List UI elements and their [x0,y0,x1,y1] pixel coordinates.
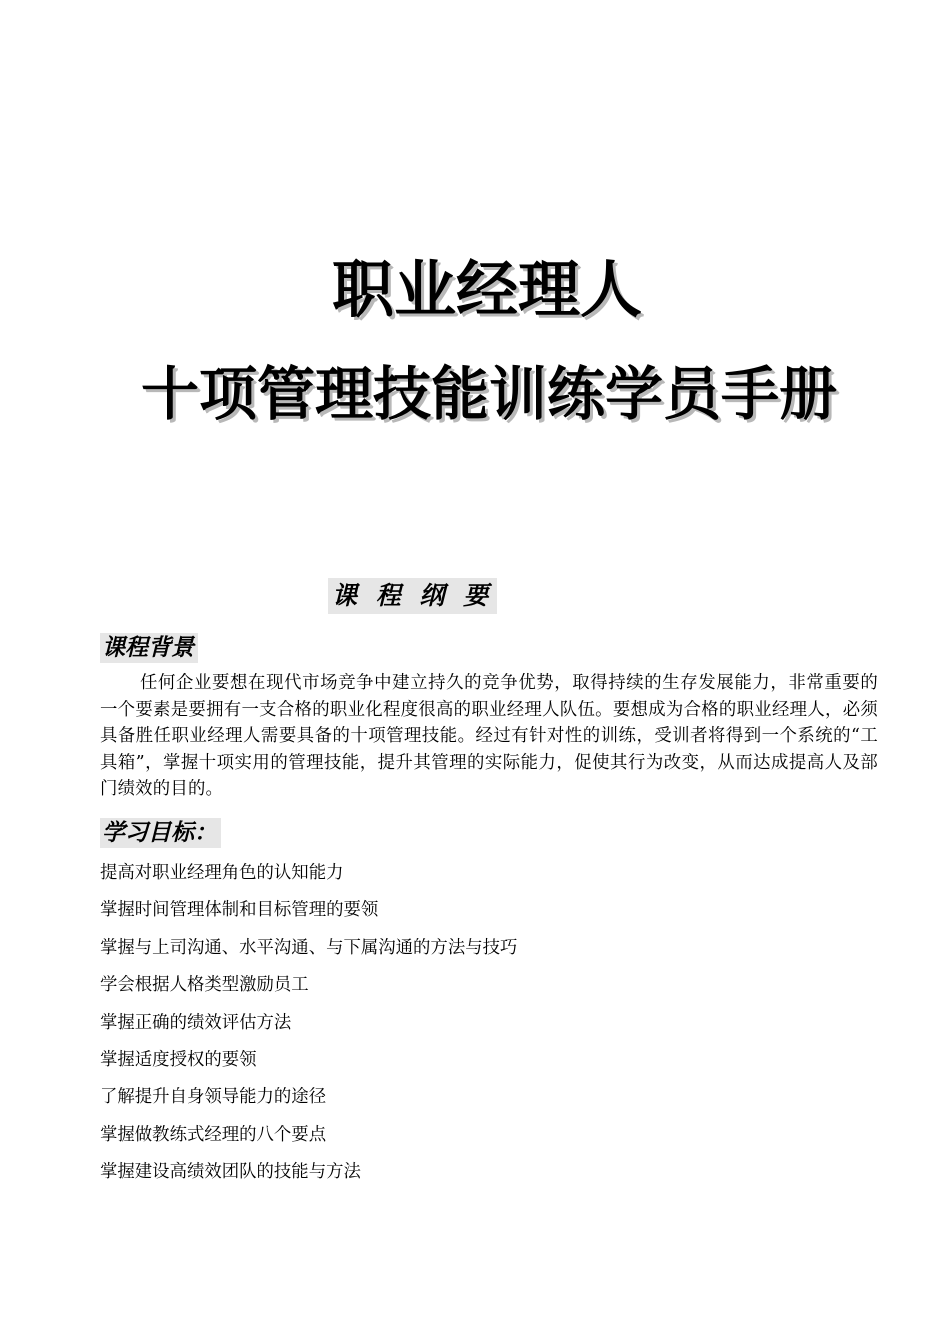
title-line-1: 职业经理人 [331,253,642,326]
title-line-2: 十项管理技能训练学员手册 [140,360,837,428]
goal-item: 掌握时间管理体制和目标管理的要领 [100,900,379,921]
goal-item: 掌握建设高绩效团队的技能与方法 [100,1162,361,1183]
learning-goals-list [100,855,517,1192]
learning-goals-heading: 学习目标： [100,818,221,848]
goal-item: 掌握做教练式经理的八个要点 [100,1124,327,1145]
goal-item: 掌握与上司沟通、水平沟通、与下属沟通的方法与技巧 [100,937,518,958]
course-background-heading: 课程背景 [100,633,198,663]
goal-item: 掌握正确的绩效评估方法 [100,1012,292,1033]
goal-item: 掌握适度授权的要领 [100,1050,257,1071]
course-outline-title: 课 程 纲 要 [328,578,497,614]
goal-item: 了解提升自身领导能力的途径 [100,1087,327,1108]
goal-item: 提高对职业经理角色的认知能力 [100,863,344,883]
goal-item: 学会根据人格类型激励员工 [100,975,309,996]
course-background-paragraph: 任何企业要想在现代市场竞争中建立持久的竞争优势，取得持续的生存发展能力，非常重要的一个要素是要拥有一支合格的职业化程度很高的职业经理人队伍。要想成为合格的职业经理人，必须具备胜任职业经理人需要具备的十项管理技能。经过有针对性的训练，受训者将得到一个系统的“工具箱”，掌握十项实用的管理技能，提升其管理的实际能力，促使其行为改变，从而达成提高人及部门绩效的目的。 [100,673,878,799]
